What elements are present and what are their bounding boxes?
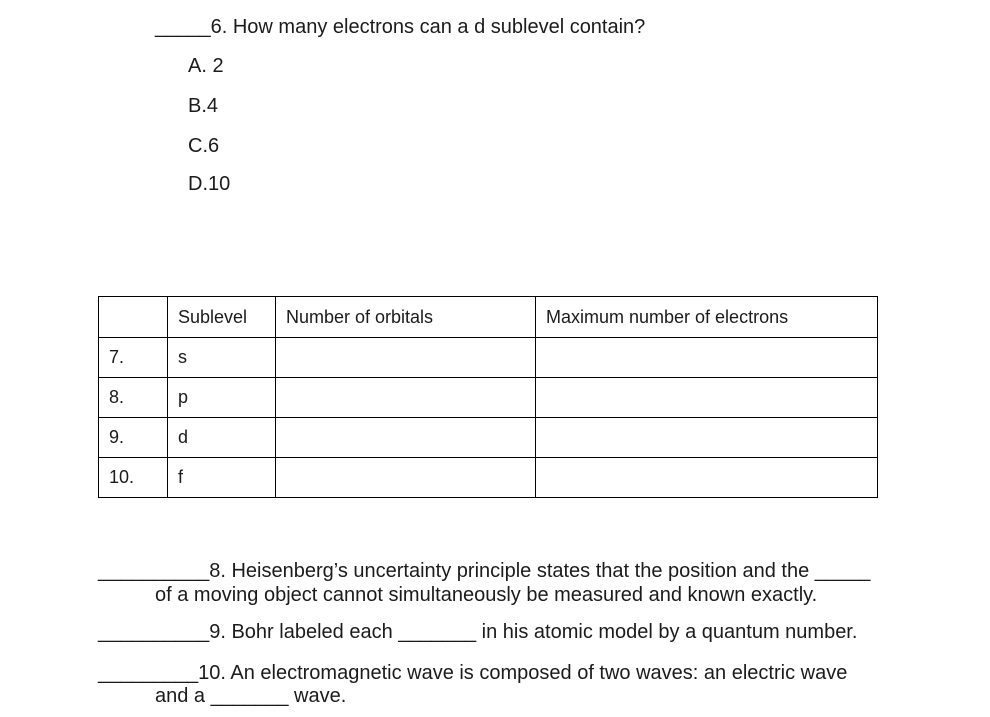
table-header-blank bbox=[99, 297, 168, 338]
row-number-cell: 9. bbox=[99, 418, 168, 458]
electrons-answer-cell[interactable] bbox=[536, 338, 878, 378]
table-row bbox=[99, 378, 878, 418]
row-number-cell: 7. bbox=[99, 338, 168, 378]
row-number-cell: 10. bbox=[99, 458, 168, 498]
question-10-line-1: _________10. An electromagnetic wave is composed of two waves: an electric wave bbox=[98, 662, 848, 684]
orbitals-answer-cell[interactable] bbox=[276, 458, 536, 498]
question-6-option-a: A. 2 bbox=[188, 55, 224, 77]
question-8-line-2: of a moving object cannot simultaneously be measured and known exactly. bbox=[155, 584, 818, 606]
electrons-answer-cell[interactable] bbox=[536, 418, 878, 458]
question-6-prompt: _____6. How many electrons can a d sublevel contain? bbox=[155, 16, 646, 38]
table-header-orbitals: Number of orbitals bbox=[276, 297, 536, 338]
question-9-line: __________9. Bohr labeled each _______ in his atomic model by a quantum number. bbox=[98, 621, 858, 643]
table-header-row bbox=[99, 297, 878, 338]
table-row bbox=[99, 338, 878, 378]
sublevel-cell: d bbox=[168, 418, 276, 458]
table-row bbox=[99, 418, 878, 458]
orbitals-answer-cell[interactable] bbox=[276, 378, 536, 418]
sublevel-cell: s bbox=[168, 338, 276, 378]
row-number-cell: 8. bbox=[99, 378, 168, 418]
sublevel-cell: p bbox=[168, 378, 276, 418]
table-header-sublevel: Sublevel bbox=[168, 297, 276, 338]
question-6-option-b: B.4 bbox=[188, 95, 219, 117]
question-10-line-2: and a _______ wave. bbox=[155, 685, 347, 707]
orbitals-answer-cell[interactable] bbox=[276, 338, 536, 378]
sublevel-cell: f bbox=[168, 458, 276, 498]
table-row bbox=[99, 458, 878, 498]
question-8-line-1: __________8. Heisenberg’s uncertainty principle states that the position and the _____ bbox=[98, 560, 871, 582]
question-6-option-d: D.10 bbox=[188, 173, 231, 195]
table-header-electrons: Maximum number of electrons bbox=[536, 297, 878, 338]
electrons-answer-cell[interactable] bbox=[536, 458, 878, 498]
sublevel-table bbox=[98, 296, 878, 498]
electrons-answer-cell[interactable] bbox=[536, 378, 878, 418]
orbitals-answer-cell[interactable] bbox=[276, 418, 536, 458]
question-6-option-c: C.6 bbox=[188, 135, 220, 157]
